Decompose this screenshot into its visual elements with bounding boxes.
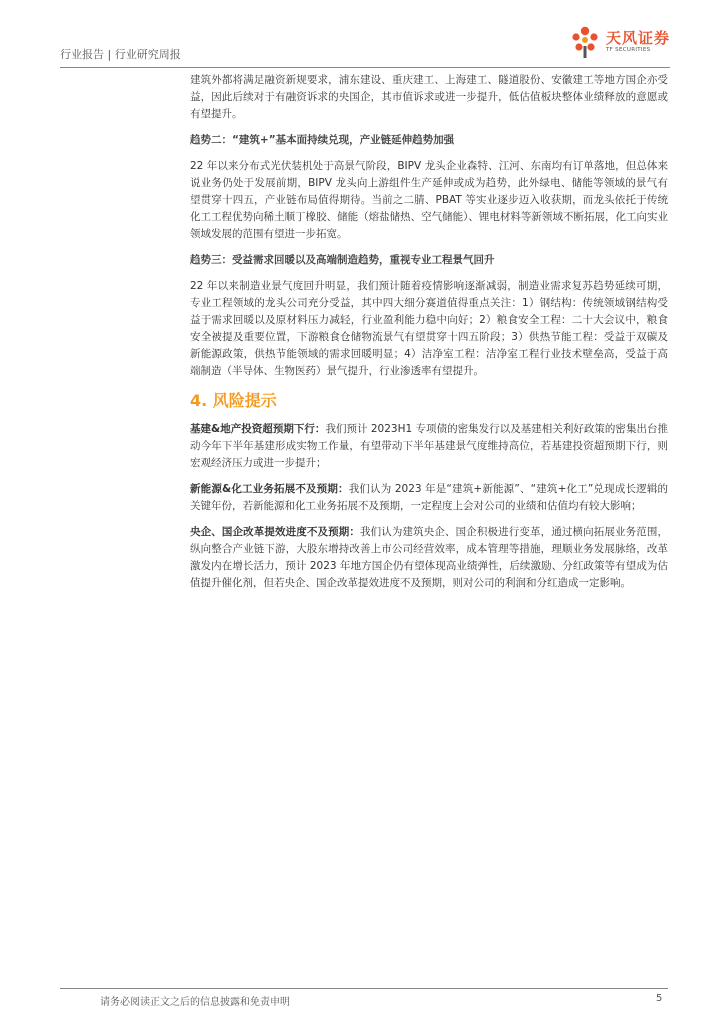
intro-paragraph: 建筑外都将满足融资新规要求，浦东建设、重庆建工、上海建工、隧道股份、安徽建工等地方国企亦受益，因此后续对于有融资诉求的央国企，其市值诉求或进一步提升，低估值板块整体业绩释放的意愿或有望提升。 <box>190 74 668 120</box>
header-divider <box>60 67 670 68</box>
risk-section-title: 4. 风险提示 <box>190 391 277 410</box>
risk-text: 我们认为建筑央企、国企积极进行变革，通过横向拓展业务范围，纵向整合产业链下游，大股东增持改善上市公司经营效率，成本管理等措施，理顺业务发展脉络，改革激发内在增长活力，预计 2023 年地方国企仍有望体现高业绩弹性，后续激励、分红政策等有望成为估值提升催化剂，但若央企、国企改革提效进度不及预期，则对公司的利润和分红造成一定影响。 <box>190 526 668 589</box>
risk-item-new-energy <box>190 481 668 515</box>
risk-item-infrastructure <box>190 421 668 472</box>
logo-chinese-name: 天风证券 <box>606 29 671 47</box>
risk-text: 我们预计 2023H1 专项债的密集发行以及基建相关利好政策的密集出台推动今年下半年基建形成实物工作量，有望带动下半年基建景气度维持高位，若基建投资超预期下行，则宏观经济压力或进一步提升； <box>190 423 669 469</box>
trend2-paragraph: 22 年以来分布式光伏装机处于高景气阶段，BIPV 龙头企业森特、江河、东南均有订单落地，但总体来说业务仍处于发展前期，BIPV 龙头向上游组件生产延伸或成为趋势，此外绿电、储能等领域的景气有望贯穿十四五，产业链布局值得期待。当前之二腈、PBAT 等实业逐步迈入收获期，而龙头依托于传统化工工程优势向稀土顺丁橡胶、储能（熔盐储热、空气储能）、锂电材料等新领域不断拓展，化工向实业领域发展的范围有望进一步拓宽。 <box>190 160 668 240</box>
footer-disclaimer: 请务必阅读正文之后的信息披露和免责申明 <box>100 997 290 1008</box>
page-number: 5 <box>656 993 663 1004</box>
report-category: 行业报告 | 行业研究周报 <box>60 48 181 61</box>
risk-label: 新能源&化工业务拓展不及预期： <box>190 483 349 495</box>
trend3-paragraph: 22 年以来制造业景气度回升明显，我们预计随着疫情影响逐渐减弱，制造业需求复苏趋势延续可期，专业工程领域的龙头公司充分受益，其中四大细分赛道值得重点关注：1）钢结构：传统领域钢结构受益于需求回暖以及原材料压力减轻，行业盈利能力稳中向好；2）粮食安全工程：二十大会议中，粮食安全被提及重要位置，下游粮食仓储物流景气有望贯穿十四五阶段；3）供热节能工程：受益于双碳及新能源政策，供热节能领域的需求回暖明显；4）洁净室工程：洁净室工程行业技术壁垒高，受益于高端制造（半导体、生物医药）景气提升，行业渗透率有望提升。 <box>190 280 668 377</box>
company-logo <box>568 22 688 62</box>
logo-english-name: TF SECURITIES <box>606 47 651 53</box>
report-body <box>190 72 668 601</box>
risk-label: 央企、国企改革提效进度不及预期： <box>190 526 360 538</box>
risk-label: 基建&地产投资超预期下行： <box>190 423 326 435</box>
footer-divider <box>60 988 668 989</box>
flower-logo-icon <box>568 22 602 60</box>
risk-text: 我们认为 2023 年是“建筑+新能源”、“建筑+化工”兑现成长逻辑的关键年份，若新能源和化工业务拓展不及预期，一定程度上会对公司的业绩和估值均有较大影响； <box>190 483 668 512</box>
trend2-heading: 趋势二：“建筑+”基本面持续兑现，产业链延伸趋势加强 <box>190 134 455 146</box>
trend3-heading: 趋势三：受益需求回暖以及高端制造趋势，重视专业工程景气回升 <box>190 254 495 266</box>
risk-item-soe-reform <box>190 524 668 592</box>
